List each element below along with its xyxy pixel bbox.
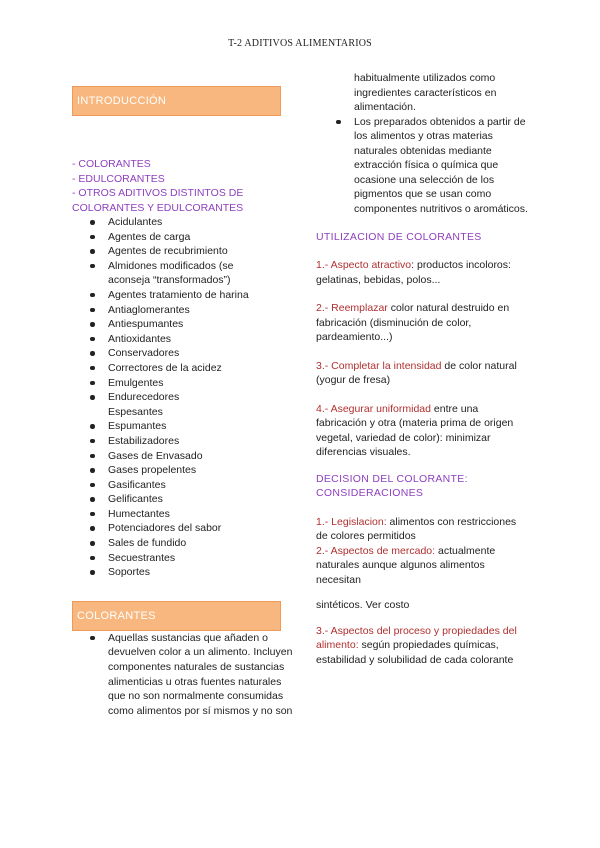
utilizacion-item-1: [316, 258, 528, 287]
decision-text: alimentos con restricciones de colores permitidos: [316, 515, 517, 543]
definition-continuation: habitualmente utilizados como ingredientes característicos en alimentación.: [354, 72, 497, 113]
utilizacion-text: : productos incoloros: gelatinas, bebidas, polos...: [316, 259, 511, 286]
additive-item: Soportes: [72, 565, 287, 580]
additives-list: [72, 215, 287, 580]
additive-item: Agentes tratamiento de harina: [72, 288, 287, 303]
definition-item: Aquellas sustancias que añaden o devuelven color a un alimento. Incluyen componentes naturales de sustancias alimenticias u otras fuentes naturales que no son normalmente consumidas como alimentos por sí mismos y no son: [72, 631, 293, 719]
decision-item-3: [316, 624, 528, 668]
decision-text: actualmente naturales aunque algunos alimentos necesitan: [316, 544, 496, 586]
right-column: [316, 71, 528, 667]
left-column: [72, 86, 293, 718]
additive-item: Conservadores: [72, 346, 287, 361]
decision-label: 2.- Aspectos de mercado:: [316, 544, 436, 557]
decision-item-2: [316, 544, 528, 588]
definition-item: Los preparados obtenidos a partir de los alimentos y otras materias naturales obtenidas mediante extracción física o química que ocasione una selección de los pigmentos que se usan como componentes nutritivos o aromáticos.: [318, 115, 530, 217]
additive-item: Gases propelentes: [72, 463, 287, 478]
category-item: - OTROS ADITIVOS DISTINTOS DE COLORANTES Y EDULCORANTES: [72, 187, 244, 214]
additive-item: Sales de fundido: [72, 536, 287, 551]
additive-item: Espumantes: [72, 419, 287, 434]
category-item: - COLORANTES: [72, 158, 151, 170]
decision-items: [316, 515, 528, 588]
category-list: [72, 157, 287, 215]
additive-item: Acidulantes: [72, 215, 287, 230]
utilizacion-text: entre una fabricación y otra (materia prima de origen vegetal, variedad de color): minimizar diferencias visuales.: [316, 402, 514, 459]
additive-item: Correctores de la acidez: [72, 361, 287, 376]
additive-item: Potenciadores del sabor: [72, 521, 287, 536]
additive-item: Antioxidantes: [72, 332, 287, 347]
additive-item: Emulgentes: [72, 376, 287, 391]
additive-item: Gasificantes: [72, 478, 287, 493]
additive-item: Secuestrantes: [72, 551, 287, 566]
intro-section-header: INTRODUCCIÓN: [72, 86, 281, 116]
decision-heading: DECISION DEL COLORANTE: CONSIDERACIONES: [316, 472, 468, 500]
utilizacion-label: 1.- Aspecto atractivo: [316, 259, 412, 272]
decision-extra: sintéticos. Ver costo: [316, 599, 410, 612]
utilizacion-label: 4.- Asegurar uniformidad: [316, 402, 431, 415]
decision-label: 1.- Legislacion:: [316, 515, 387, 528]
additive-item: Gelificantes: [72, 492, 287, 507]
additive-item: Antiespumantes: [72, 317, 287, 332]
utilizacion-heading: UTILIZACION DE COLORANTES: [316, 230, 482, 243]
utilizacion-item-3: [316, 359, 528, 388]
utilizacion-label: 2.- Reemplazar: [316, 302, 388, 315]
utilizacion-text: color natural destruido en fabricación (disminución de color, pardeamiento...): [316, 302, 510, 344]
colorantes-section-header: COLORANTES: [72, 601, 281, 631]
additive-item: Antiaglomerantes: [72, 303, 287, 318]
additive-item: Agentes de carga: [72, 230, 287, 245]
additive-item: Almidones modificados (se aconseja “transformados”): [72, 259, 268, 288]
utilizacion-item-4: [316, 402, 528, 460]
utilizacion-item-2: [316, 301, 528, 345]
decision-text: según propiedades químicas, estabilidad y solubilidad de cada colorante: [316, 639, 514, 666]
decision-item-1: [316, 515, 528, 544]
page-title: T-2 ADITIVOS ALIMENTARIOS: [228, 38, 372, 49]
colorantes-definition-list-2: [318, 115, 528, 217]
utilizacion-text: de color natural (yogur de fresa): [316, 359, 517, 387]
utilizacion-label: 3.- Completar la intensidad: [316, 359, 442, 372]
additive-item: Estabilizadores: [72, 434, 287, 449]
additive-item: Endurecedores Espesantes: [72, 390, 198, 419]
colorantes-definition-list: [72, 631, 293, 719]
additive-item: Agentes de recubrimiento: [72, 244, 287, 259]
additive-item: Humectantes: [72, 507, 287, 522]
additive-item: Gases de Envasado: [72, 449, 287, 464]
decision-label: 3.- Aspectos del proceso y propiedades del alimento:: [316, 624, 517, 652]
category-item: - EDULCORANTES: [72, 172, 165, 185]
